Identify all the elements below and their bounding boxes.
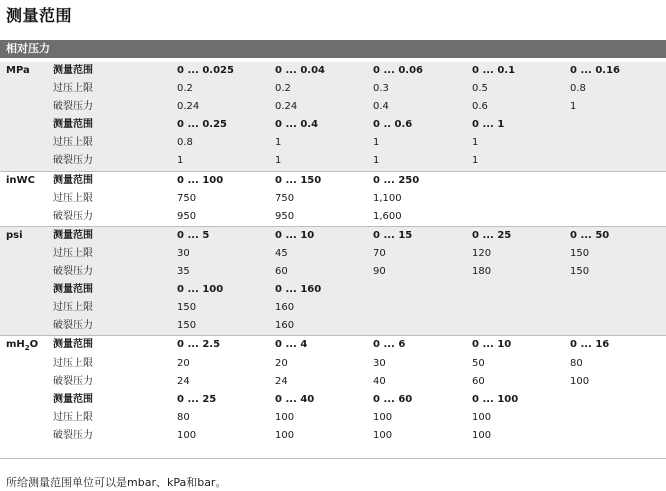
table-cell: 30: [177, 247, 190, 259]
table-cell: 1,100: [373, 192, 402, 204]
table-cell: 1: [373, 137, 380, 149]
table-cell: 100: [177, 429, 197, 441]
table-cell: 160: [275, 320, 295, 332]
row-label: 测量范围: [53, 174, 93, 186]
table-cell: 120: [472, 247, 492, 259]
row-label: 测量范围: [53, 229, 93, 241]
table-cell: 0 .. 0.6: [373, 119, 413, 131]
table-cell: 60: [472, 375, 485, 387]
table-cell: 150: [177, 320, 197, 332]
table-cell: 1: [275, 155, 282, 167]
footnote: 所给测量范围单位可以是mbar、kPa和bar。: [6, 476, 227, 489]
table-cell: 180: [472, 266, 492, 278]
table-cell: 0 ... 10: [275, 229, 315, 241]
table-cell: 150: [177, 302, 197, 314]
table-cell: 0.5: [472, 83, 488, 95]
table-row: [0, 373, 666, 391]
table-cell: 40: [373, 375, 386, 387]
unit-group: [0, 171, 666, 226]
table-cell: 20: [275, 357, 288, 369]
row-label: 测量范围: [53, 119, 93, 131]
unit-group: [0, 226, 666, 336]
table-cell: 0 ... 100: [472, 393, 519, 405]
table-cell: 0 ... 16: [570, 339, 610, 351]
table-cell: 30: [373, 357, 386, 369]
table-cell: 100: [570, 375, 590, 387]
table-row: [0, 355, 666, 373]
table-cell: 50: [472, 357, 485, 369]
table-cell: 950: [177, 210, 197, 222]
table-cell: 0.2: [275, 83, 291, 95]
table-cell: 45: [275, 247, 288, 259]
table-cell: 750: [177, 192, 197, 204]
table-cell: 1: [177, 155, 184, 167]
table-cell: 0 ... 0.16: [570, 65, 620, 76]
table-row: [0, 62, 666, 80]
table-cell: 0.6: [472, 101, 488, 113]
table-cell: 160: [275, 302, 295, 314]
row-label: 破裂压力: [53, 375, 93, 387]
table-row: [0, 208, 666, 226]
table-cell: 80: [177, 411, 190, 423]
table-cell: 1: [275, 137, 282, 149]
table-cell: 0 ... 25: [177, 393, 217, 405]
table-row: [0, 227, 666, 245]
unit-label: inWC: [6, 174, 35, 186]
row-label: 破裂压力: [53, 266, 93, 278]
unit-label: MPa: [6, 65, 30, 76]
row-label: 过压上限: [53, 192, 93, 204]
table-cell: 35: [177, 266, 190, 278]
table-cell: 0 ... 0.06: [373, 65, 423, 76]
row-label: 测量范围: [53, 284, 93, 296]
table-row: [0, 299, 666, 317]
row-label: 过压上限: [53, 411, 93, 423]
table-cell: 0 ... 4: [275, 339, 308, 351]
table-cell: 150: [570, 266, 590, 278]
unit-group: [0, 335, 666, 445]
section-header: 相对压力: [0, 40, 666, 58]
row-label: 破裂压力: [53, 320, 93, 332]
unit-label: $mH_2O$: [6, 339, 39, 353]
row-label: 破裂压力: [53, 429, 93, 441]
table-cell: 0 ... 0.4: [275, 119, 319, 131]
measurement-table: [0, 62, 666, 445]
table-row: [0, 245, 666, 263]
table-cell: 150: [570, 247, 590, 259]
unit-group: [0, 62, 666, 171]
table-cell: 0 ... 250: [373, 174, 420, 186]
unit-label: psi: [6, 229, 23, 241]
table-cell: 100: [472, 429, 492, 441]
row-label: 破裂压力: [53, 101, 93, 113]
table-cell: 100: [373, 411, 393, 423]
row-label: 过压上限: [53, 357, 93, 369]
table-cell: 60: [275, 266, 288, 278]
table-cell: 0.2: [177, 83, 193, 95]
table-cell: 100: [275, 429, 295, 441]
table-cell: 0 ... 60: [373, 393, 413, 405]
table-row: [0, 427, 666, 445]
table-cell: 0 ... 0.04: [275, 65, 325, 76]
table-row: [0, 317, 666, 335]
row-label: 破裂压力: [53, 155, 93, 167]
table-row: [0, 391, 666, 409]
table-cell: 0 ... 150: [275, 174, 322, 186]
table-cell: 1: [373, 155, 380, 167]
page-title: 测量范围: [6, 6, 73, 25]
table-row: [0, 98, 666, 116]
table-cell: 0 ... 0.1: [472, 65, 516, 76]
table-cell: 0.3: [373, 83, 389, 95]
table-cell: 80: [570, 357, 583, 369]
table-cell: 1,600: [373, 210, 402, 222]
row-label: 过压上限: [53, 83, 93, 95]
table-cell: 0 ... 0.025: [177, 65, 234, 76]
table-cell: 1: [570, 101, 577, 113]
row-label: 测量范围: [53, 339, 93, 351]
table-row: [0, 152, 666, 170]
table-cell: 0 ... 50: [570, 229, 610, 241]
table-cell: 0 ... 10: [472, 339, 512, 351]
table-cell: 0 ... 6: [373, 339, 406, 351]
table-cell: 1: [472, 137, 479, 149]
table-cell: 750: [275, 192, 295, 204]
table-row: [0, 190, 666, 208]
table-cell: 0 ... 2.5: [177, 339, 221, 351]
table-cell: 0 ... 15: [373, 229, 413, 241]
table-cell: 0.8: [570, 83, 586, 95]
row-label: 测量范围: [53, 65, 93, 76]
table-cell: 70: [373, 247, 386, 259]
table-cell: 0.24: [177, 101, 200, 113]
table-cell: 0 ... 0.25: [177, 119, 227, 131]
table-cell: 24: [177, 375, 190, 387]
table-cell: 100: [472, 411, 492, 423]
row-label: 过压上限: [53, 137, 93, 149]
table-bottom-divider: [0, 458, 666, 459]
table-cell: 20: [177, 357, 190, 369]
row-label: 测量范围: [53, 393, 93, 405]
table-row: [0, 172, 666, 190]
table-cell: 90: [373, 266, 386, 278]
table-cell: 100: [373, 429, 393, 441]
table-row: [0, 336, 666, 354]
table-cell: 0 ... 1: [472, 119, 505, 131]
table-cell: 0.24: [275, 101, 298, 113]
row-label: 破裂压力: [53, 210, 93, 222]
table-cell: 0 ... 160: [275, 284, 322, 296]
table-cell: 100: [275, 411, 295, 423]
table-row: [0, 409, 666, 427]
table-cell: 950: [275, 210, 295, 222]
table-cell: 0 ... 100: [177, 174, 224, 186]
table-row: [0, 80, 666, 98]
table-row: [0, 263, 666, 281]
table-cell: 0 ... 25: [472, 229, 512, 241]
table-row: [0, 134, 666, 152]
row-label: 过压上限: [53, 302, 93, 314]
table-cell: 1: [472, 155, 479, 167]
table-cell: 0 ... 100: [177, 284, 224, 296]
table-cell: 0.8: [177, 137, 193, 149]
table-cell: 0.4: [373, 101, 389, 113]
table-row: [0, 281, 666, 299]
table-row: [0, 116, 666, 134]
row-label: 过压上限: [53, 247, 93, 259]
table-cell: 0 ... 40: [275, 393, 315, 405]
table-cell: 24: [275, 375, 288, 387]
table-cell: 0 ... 5: [177, 229, 210, 241]
